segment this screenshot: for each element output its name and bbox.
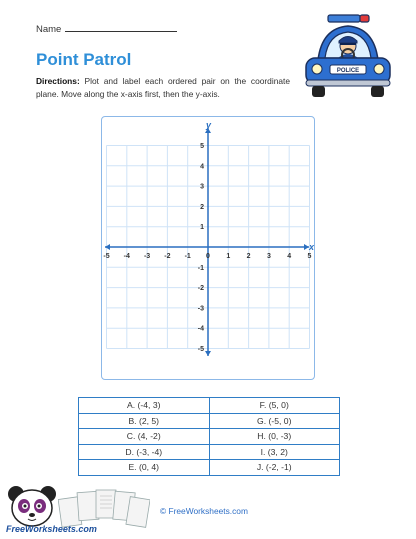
name-label: Name — [36, 24, 62, 35]
y-tick-label: -5 — [197, 346, 204, 353]
page-title: Point Patrol — [36, 50, 132, 69]
y-tick-label: 4 — [200, 163, 204, 171]
ordered-pair-cell: D. (-3, -4) — [79, 444, 210, 460]
x-tick-label: -3 — [143, 253, 151, 260]
y-tick-label: -2 — [197, 285, 204, 293]
ordered-pair-cell: C. (4, -2) — [79, 429, 210, 445]
y-tick-label: 1 — [200, 224, 204, 232]
x-tick-label: -4 — [123, 253, 130, 260]
x-tick-label: -5 — [103, 253, 110, 260]
x-tick-label: 5 — [307, 253, 312, 260]
name-field — [36, 22, 177, 35]
ordered-pair-cell: J. (-2, -1) — [209, 460, 340, 476]
y-axis-label: y — [206, 120, 212, 130]
x-axis-label: x — [309, 242, 315, 252]
brand-logo-text: FreeWorksheets.com — [6, 524, 97, 534]
pairs-row — [79, 444, 340, 460]
directions — [36, 75, 290, 101]
y-tick-label: -3 — [197, 305, 204, 313]
y-tick-label: 3 — [200, 183, 204, 191]
y-tick-label: 5 — [200, 143, 204, 150]
ordered-pair-cell: E. (0, 4) — [79, 460, 210, 476]
directions-text: Plot and label each ordered pair on the coordinate plane. Move along the x-axis first, then the y-axis. — [36, 76, 290, 99]
pairs-row — [79, 413, 340, 429]
pairs-row — [79, 460, 340, 476]
y-tick-label: -1 — [197, 264, 204, 272]
coordinate-plane — [101, 116, 315, 380]
x-tick-label: 1 — [226, 253, 231, 260]
footer-copyright-link[interactable]: © FreeWorksheets.com — [160, 506, 248, 516]
pairs-row — [79, 429, 340, 445]
x-tick-label: -1 — [184, 253, 191, 260]
police-car-illustration — [300, 10, 396, 106]
ordered-pair-cell: B. (2, 5) — [79, 413, 210, 429]
police-sign-text: POLICE — [336, 68, 360, 74]
x-tick-label: 4 — [287, 253, 292, 260]
ordered-pairs-table — [78, 397, 340, 476]
ordered-pair-cell: G. (-5, 0) — [209, 413, 340, 429]
y-tick-label: -4 — [197, 325, 204, 333]
name-line — [65, 22, 177, 32]
x-tick-label: -2 — [164, 253, 171, 260]
directions-lead: Directions: — [36, 76, 80, 86]
x-tick-label: 0 — [206, 253, 210, 260]
ordered-pair-cell: A. (-4, 3) — [79, 398, 210, 414]
axes — [105, 120, 315, 356]
ordered-pair-cell: F. (5, 0) — [209, 398, 340, 414]
pairs-row — [79, 398, 340, 414]
x-tick-label: 3 — [266, 253, 271, 260]
y-tick-label: 2 — [200, 203, 204, 211]
x-tick-label: 2 — [246, 253, 251, 260]
ordered-pair-cell: H. (0, -3) — [209, 429, 340, 445]
ordered-pair-cell: I. (3, 2) — [209, 444, 340, 460]
